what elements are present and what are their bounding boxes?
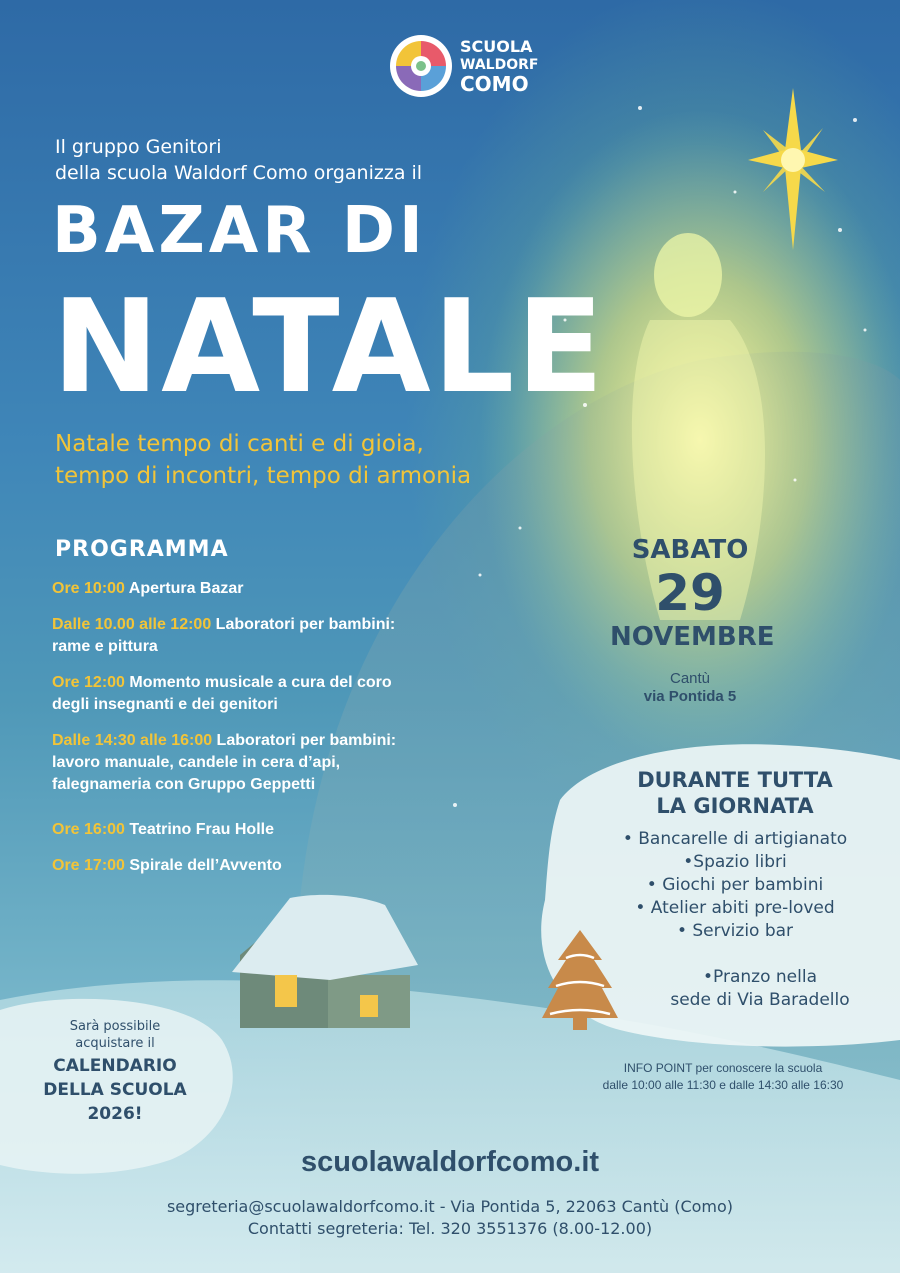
logo-text [460, 37, 538, 94]
program-heading: PROGRAMMA [55, 537, 229, 562]
date-month: NOVEMBRE [610, 622, 775, 652]
calendar-intro [20, 1018, 210, 1052]
date-day-name: SABATO [631, 535, 749, 565]
calendar-title [20, 1054, 210, 1126]
program-text: degli insegnanti e dei genitori [52, 696, 278, 713]
program-item [52, 730, 502, 796]
angel-head [654, 233, 722, 317]
list-item: • Atelier abiti pre-loved [635, 898, 835, 918]
list-item: •Spazio libri [683, 852, 787, 872]
program-text: Momento musicale a cura del coro [124, 674, 392, 691]
logo-line-1: SCUOLA [460, 37, 533, 56]
spiral-logo-icon [388, 33, 454, 99]
program-time: Dalle 10.00 alle 12:00 [52, 616, 212, 633]
title-line-1: BAZAR DI [52, 194, 427, 268]
date-address: via Pontida 5 [643, 688, 737, 705]
list-item: • Giochi per bambini [646, 875, 824, 895]
all-day-list [600, 828, 870, 943]
contact-line-2: Contatti segreteria: Tel. 320 3551376 (8.00-12.00) [247, 1219, 653, 1238]
date-day: 29 [655, 564, 725, 622]
program-item [52, 614, 502, 658]
program-time: Ore 10:00 [52, 580, 125, 597]
subtitle-line-2: tempo di incontri, tempo di armonia [55, 463, 472, 489]
program-time: Dalle 14:30 alle 16:00 [52, 732, 213, 749]
date-city: Cantù [669, 670, 711, 687]
school-logo [388, 33, 538, 103]
calendar-line-4: DELLA SCUOLA [43, 1080, 187, 1100]
all-day-heading [600, 767, 870, 819]
calendar-line-2: acquistare il [75, 1036, 155, 1051]
program-item [52, 855, 502, 877]
calendar-line-1: Sarà possibile [69, 1019, 161, 1034]
program-item [52, 819, 502, 841]
all-day-heading-2: LA GIORNATA [656, 794, 814, 818]
program-time: Ore 16:00 [52, 821, 125, 838]
program-text: Apertura Bazar [124, 580, 244, 597]
program-text: rame e pittura [52, 638, 158, 655]
subtitle-line-1: Natale tempo di canti e di gioia, [55, 431, 424, 457]
info-line-2: dalle 10:00 alle 11:30 e dalle 14:30 alle 16:30 [602, 1078, 844, 1092]
intro-text [55, 134, 422, 186]
lunch-line-2: sede di Via Baradello [670, 990, 850, 1010]
logo-line-2: WALDORF [460, 57, 539, 73]
program-item [52, 672, 502, 716]
house-illustration [232, 895, 418, 1028]
program-text: Spirale dell’Avvento [124, 857, 282, 874]
program-text: Laboratori per bambini: [211, 616, 396, 633]
intro-line-2: della scuola Waldorf Como organizza il [55, 162, 423, 184]
calendar-line-3: CALENDARIO [53, 1056, 177, 1076]
program-text: Laboratori per bambini: [212, 732, 397, 749]
lunch-line-1: •Pranzo nella [703, 967, 817, 987]
program-text: falegnameria con Gruppo Geppetti [52, 776, 316, 793]
program-time: Ore 17:00 [52, 857, 125, 874]
program-text: lavoro manuale, candele in cera d’api, [52, 754, 341, 771]
list-item: • Bancarelle di artigianato [622, 829, 848, 849]
intro-line-1: Il gruppo Genitori [55, 136, 222, 158]
program-item [52, 578, 502, 600]
info-line-1: INFO POINT per conoscere la scuola [623, 1061, 823, 1075]
all-day-heading-1: DURANTE TUTTA [637, 768, 833, 792]
program-text: Teatrino Frau Holle [124, 821, 274, 838]
calendar-line-5: 2026! [87, 1104, 143, 1124]
website-link[interactable]: scuolawaldorfcomo.it [300, 1146, 600, 1178]
title-line-2: NATALE [52, 273, 606, 422]
lunch-info [640, 966, 880, 1012]
list-item: • Servizio bar [676, 921, 794, 941]
contact-line-1: segreteria@scuolawaldorfcomo.it - Via Pontida 5, 22063 Cantù (Como) [166, 1197, 734, 1216]
info-point [568, 1060, 878, 1094]
program-time: Ore 12:00 [52, 674, 125, 691]
subtitle [55, 428, 471, 492]
logo-line-3: COMO [460, 72, 529, 96]
